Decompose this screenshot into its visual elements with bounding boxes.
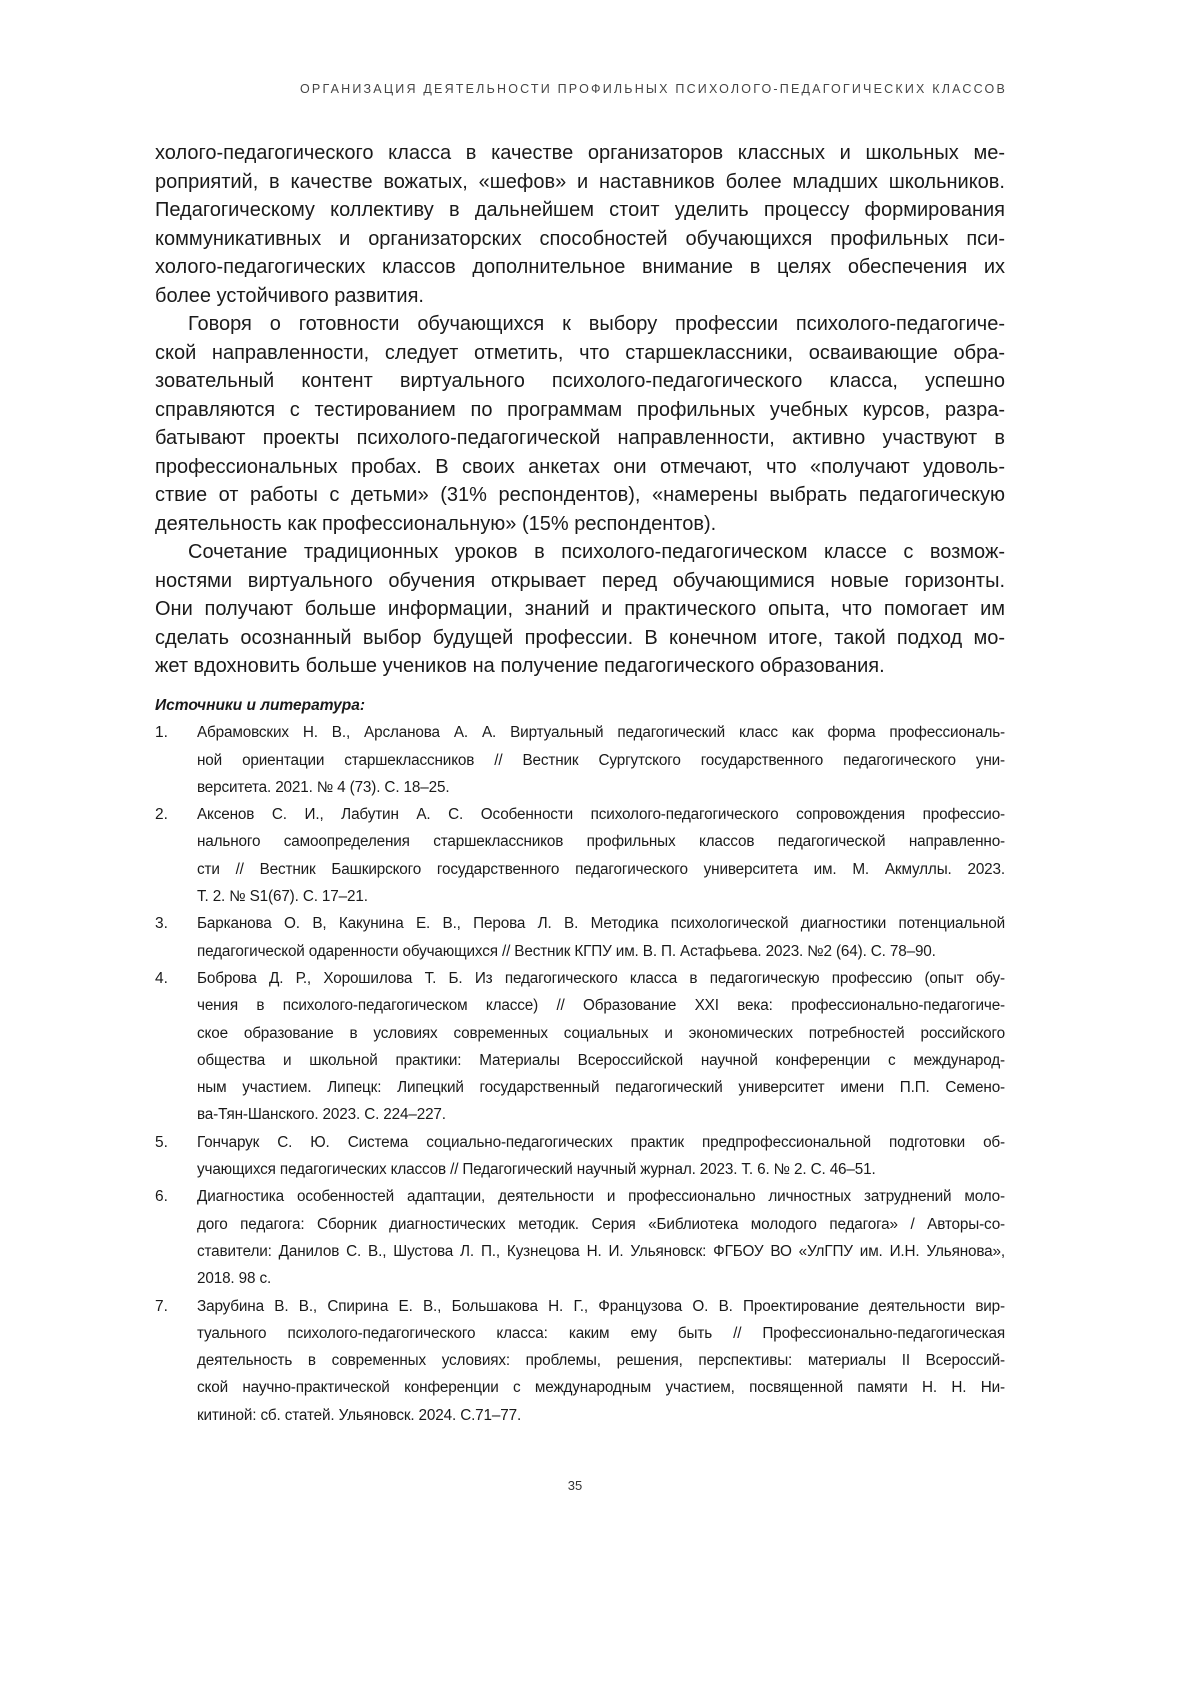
- reference-line: ской научно-практической конференции с международным участием, посвященной памяти Н. Н. Ни-: [197, 1379, 1005, 1397]
- references-list: [155, 719, 1005, 1429]
- reference-line: Диагностика особенностей адаптации, деятельности и профессионально личностных затруднений моло-: [197, 1188, 1005, 1206]
- references-section: [155, 692, 1005, 1429]
- reference-number: 7.: [155, 1297, 168, 1315]
- reference-line: ной ориентации старшеклассников // Вестник Сургутского государственного педагогического уни-: [197, 751, 1005, 769]
- reference-line: Зарубина В. В., Спирина Е. В., Большакова Н. Г., Французова О. В. Проектирование деятельности вир-: [197, 1297, 1005, 1315]
- reference-item: [155, 719, 1005, 801]
- reference-line: туального психолого-педагогического класса: каким ему быть // Профессионально-педагогическая: [197, 1324, 1005, 1342]
- text-line: Говоря о готовности обучающихся к выбору профессии психолого-педагогиче-: [188, 313, 1005, 335]
- reference-line: общества и школьной практики: Материалы Всероссийской научной конференции с международ-: [197, 1051, 1005, 1069]
- reference-line: ское образование в условиях современных социальных и экономических потребностей российского: [197, 1024, 1005, 1042]
- reference-line: сти // Вестник Башкирского государственного педагогического университета им. М. Акмуллы. 2023.: [197, 860, 1005, 878]
- reference-line: учающихся педагогических классов // Педагогический научный журнал. 2023. Т. 6. № 2. С. 46–51.: [197, 1161, 876, 1179]
- reference-line: ным участием. Липецк: Липецкий государственный педагогический университет имени П.П. Семено-: [197, 1079, 1005, 1097]
- text-line: деятельность как профессиональную» (15% респондентов).: [155, 512, 717, 535]
- text-line: жет вдохновить больше учеников на получение педагогического образования.: [155, 655, 885, 677]
- reference-line: ва-Тян-Шанского. 2023. С. 224–227.: [197, 1106, 446, 1124]
- running-head: ОРГАНИЗАЦИЯ ДЕЯТЕЛЬНОСТИ ПРОФИЛЬНЫХ ПСИХОЛОГО-ПЕДАГОГИЧЕСКИХ КЛАССОВ: [300, 82, 1007, 96]
- reference-line: Барканова О. В, Какунина Е. В., Перова Л. В. Методика психологической диагностики потенциальной: [197, 915, 1005, 933]
- page-number: 35: [567, 1478, 583, 1493]
- reference-item: [155, 965, 1005, 1129]
- text-line: более устойчивого развития.: [155, 284, 424, 307]
- reference-line: верситета. 2021. № 4 (73). С. 18–25.: [197, 778, 450, 796]
- text-line: холого-педагогического класса в качестве организаторов классных и школьных ме-: [155, 142, 1005, 164]
- reference-line: Абрамовских Н. В., Арсланова А. А. Виртуальный педагогический класс как форма профессиональ-: [197, 724, 1005, 742]
- reference-item: [155, 801, 1005, 910]
- reference-line: китиной: сб. статей. Ульяновск. 2024. С.71–77.: [197, 1406, 522, 1424]
- reference-number: 5.: [155, 1133, 168, 1151]
- reference-line: Аксенов С. И., Лабутин А. С. Особенности психолого-педагогического сопровождения профессио-: [197, 806, 1005, 824]
- text-line: роприятий, в качестве вожатых, «шефов» и наставников более младших школьников.: [155, 170, 1005, 193]
- text-line: ской направленности, следует отметить, что старшеклассники, осваивающие обра-: [155, 341, 1005, 364]
- reference-number: 2.: [155, 806, 168, 824]
- text-line: коммуникативных и организаторских способностей обучающихся профильных пси-: [155, 227, 1005, 250]
- text-line: батывают проекты психолого-педагогической направленности, активно участвуют в: [155, 427, 1005, 449]
- text-line: профессиональных пробах. В своих анкетах они отмечают, что «получают удоволь-: [155, 455, 1005, 478]
- reference-number: 4.: [155, 969, 168, 987]
- reference-line: деятельность в современных условиях: проблемы, решения, перспективы: материалы II Всероссий-: [197, 1352, 1005, 1370]
- reference-line: Боброва Д. Р., Хорошилова Т. Б. Из педагогического класса в педагогическую профессию (опыт обу-: [197, 969, 1005, 987]
- text-line: холого-педагогических классов дополнительное внимание в целях обеспечения их: [155, 256, 1005, 278]
- reference-number: 3.: [155, 915, 168, 933]
- paragraph: [155, 139, 1005, 310]
- reference-line: дого педагога: Сборник диагностических методик. Серия «Библиотека молодого педагога» / Авторы-со-: [197, 1215, 1005, 1233]
- reference-item: [155, 1129, 1005, 1184]
- text-line: справляются с тестированием по программам профильных учебных курсов, разра-: [155, 398, 1005, 421]
- reference-item: [155, 1293, 1005, 1429]
- text-line: Педагогическому коллективу в дальнейшем стоит уделить процессу формирования: [155, 199, 1005, 221]
- reference-number: 1.: [155, 724, 168, 742]
- text-line: зовательный контент виртуального психолого-педагогического класса, успешно: [155, 370, 1005, 392]
- reference-line: педагогической одаренности обучающихся // Вестник КГПУ им. В. П. Астафьева. 2023. №2 (64). С. 78–90.: [197, 942, 936, 960]
- text-line: сделать осознанный выбор будущей профессии. В конечном итоге, такой подход мо-: [155, 626, 1005, 649]
- reference-number: 6.: [155, 1188, 168, 1206]
- main-text: [155, 139, 1005, 681]
- reference-line: чения в психолого-педагогическом классе) // Образование XXI века: профессионально-педагогиче-: [197, 997, 1005, 1015]
- reference-line: 2018. 98 с.: [197, 1270, 272, 1288]
- reference-item: [155, 1183, 1005, 1292]
- text-line: ствие от работы с детьми» (31% респондентов), «намерены выбрать педагогическую: [155, 484, 1005, 506]
- reference-line: ставители: Данилов С. В., Шустова Л. П., Кузнецова Н. И. Ульяновск: ФГБОУ ВО «УлГПУ им. И.Н. Ульянова»,: [197, 1242, 1005, 1260]
- text-line: ностями виртуального обучения открывает перед обучающимися новые горизонты.: [155, 569, 1005, 592]
- reference-line: Гончарук С. Ю. Система социально-педагогических практик предпрофессиональной подготовки об-: [197, 1133, 1005, 1151]
- paragraph: [155, 538, 1005, 681]
- references-title: Источники и литература:: [155, 697, 365, 714]
- text-line: Они получают больше информации, знаний и практического опыта, что помогает им: [155, 598, 1005, 620]
- reference-item: [155, 910, 1005, 965]
- reference-line: Т. 2. № S1(67). С. 17–21.: [197, 888, 368, 906]
- reference-line: нального самоопределения старшеклассников профильных классов педагогической направленно-: [197, 833, 1005, 851]
- paragraph: [155, 310, 1005, 538]
- text-line: Сочетание традиционных уроков в психолого-педагогическом классе с возмож-: [188, 541, 1005, 563]
